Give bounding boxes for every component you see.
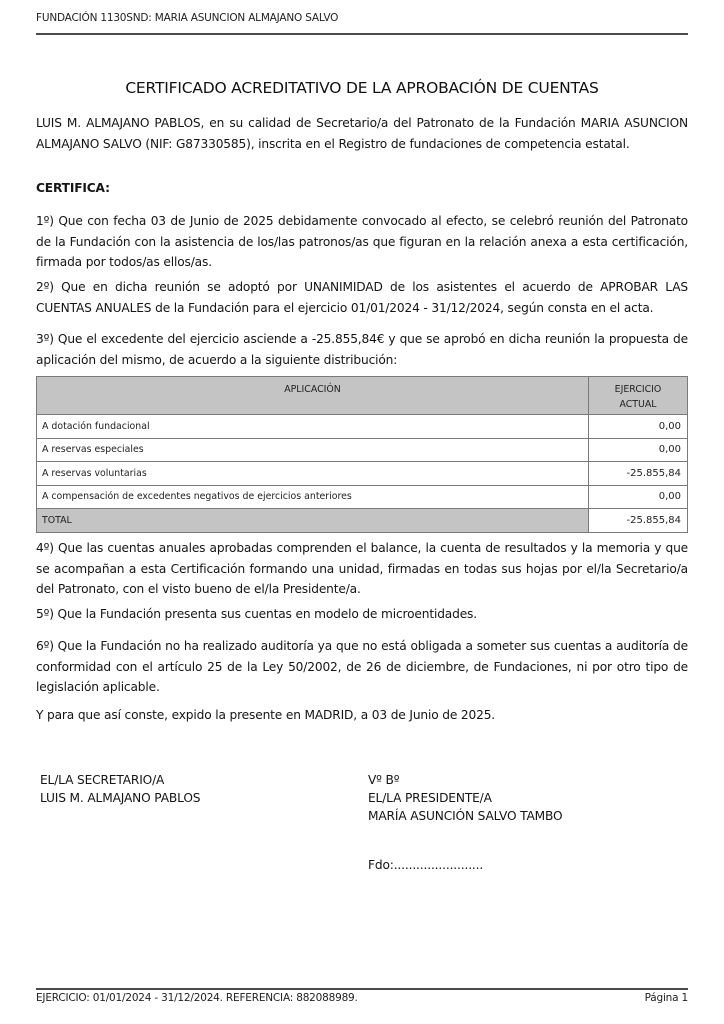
secretary-role: EL/LA SECRETARIO/A	[40, 773, 165, 787]
table-row	[37, 462, 688, 486]
signature-line: Fdo:........................	[368, 858, 484, 872]
point-6: 6º) Que la Fundación no ha realizado auditoría ya que no está obligada a someter sus cuentas a auditoría de conformidad con el artículo 25 de la Ley 50/2002, de 26 de diciembre, de Fundaciones, ni por otro tipo de legislación aplicable.	[36, 639, 688, 694]
point-3: 3º) Que el excedente del ejercicio asciende a -25.855,84€ y que se aprobó en dicha reunión la propuesta de aplicación del mismo, de acuerdo a la siguiente distribución:	[36, 332, 688, 367]
row-value: 0,00	[589, 438, 688, 462]
table-row	[37, 415, 688, 439]
footer-divider	[36, 988, 688, 990]
table-total-row	[37, 509, 688, 533]
row-value: 0,00	[589, 485, 688, 509]
column-header-ejercicio	[589, 377, 688, 415]
table-row	[37, 438, 688, 462]
column-header-ejercicio-line1: EJERCICIO	[614, 384, 662, 395]
row-label: A dotación fundacional	[37, 415, 589, 439]
page-header: FUNDACIÓN 1130SND: MARIA ASUNCION ALMAJANO SALVO	[36, 12, 339, 24]
row-label: A compensación de excedentes negativos de ejercicios anteriores	[37, 485, 589, 509]
row-value: 0,00	[589, 415, 688, 439]
president-name: MARÍA ASUNCIÓN SALVO TAMBO	[368, 809, 563, 823]
header-divider	[36, 33, 688, 35]
total-value: -25.855,84	[589, 509, 688, 533]
president-signature-block	[368, 771, 562, 825]
certifica-heading: CERTIFICA:	[36, 181, 110, 195]
vobo-label: Vº Bº	[368, 773, 400, 787]
footer-reference: EJERCICIO: 01/01/2024 - 31/12/2024. REFERENCIA: 882088989.	[36, 992, 358, 1004]
secretary-signature-block	[40, 771, 200, 807]
point-1: 1º) Que con fecha 03 de Junio de 2025 debidamente convocado al efecto, se celebró reunión del Patronato de la Fundación con la asistencia de los/las patronos/as que figuran en la relación anexa a esta certificación, firmada por todos/as ellos/as.	[36, 214, 688, 269]
row-label: A reservas voluntarias	[37, 462, 589, 486]
point-4: 4º) Que las cuentas anuales aprobadas comprenden el balance, la cuenta de resultados y la memoria y que se acompañan a esta Certificación formando una unidad, firmadas en todas sus hojas por el/la Secretario/a del Patronato, con el visto bueno de el/la Presidente/a.	[36, 541, 688, 596]
row-label: A reservas especiales	[37, 438, 589, 462]
point-2: 2º) Que en dicha reunión se adoptó por UNANIMIDAD de los asistentes el acuerdo de APROBAR LAS CUENTAS ANUALES de la Fundación para el ejercicio 01/01/2024 - 31/12/2024, según consta en el acta.	[36, 280, 688, 315]
column-header-aplicacion: APLICACIÓN	[37, 377, 589, 415]
document-title: CERTIFICADO ACREDITATIVO DE LA APROBACIÓN DE CUENTAS	[125, 79, 599, 97]
president-role: EL/LA PRESIDENTE/A	[368, 791, 492, 805]
table-header-row	[37, 377, 688, 415]
secretary-name: LUIS M. ALMAJANO PABLOS	[40, 791, 201, 805]
column-header-ejercicio-line2: ACTUAL	[619, 399, 657, 410]
total-label: TOTAL	[37, 509, 589, 533]
point-5: 5º) Que la Fundación presenta sus cuentas en modelo de microentidades.	[36, 607, 477, 621]
page-number: Página 1	[644, 992, 688, 1004]
table-row	[37, 485, 688, 509]
row-value: -25.855,84	[589, 462, 688, 486]
page-footer	[36, 992, 688, 1004]
intro-paragraph: LUIS M. ALMAJANO PABLOS, en su calidad de Secretario/a del Patronato de la Fundación MARIA ASUNCION ALMAJANO SALVO (NIF: G87330585), inscrita en el Registro de fundaciones de competencia estatal.	[36, 116, 688, 151]
closing-statement: Y para que así conste, expido la presente en MADRID, a 03 de Junio de 2025.	[36, 708, 496, 722]
distribution-table	[36, 376, 688, 533]
